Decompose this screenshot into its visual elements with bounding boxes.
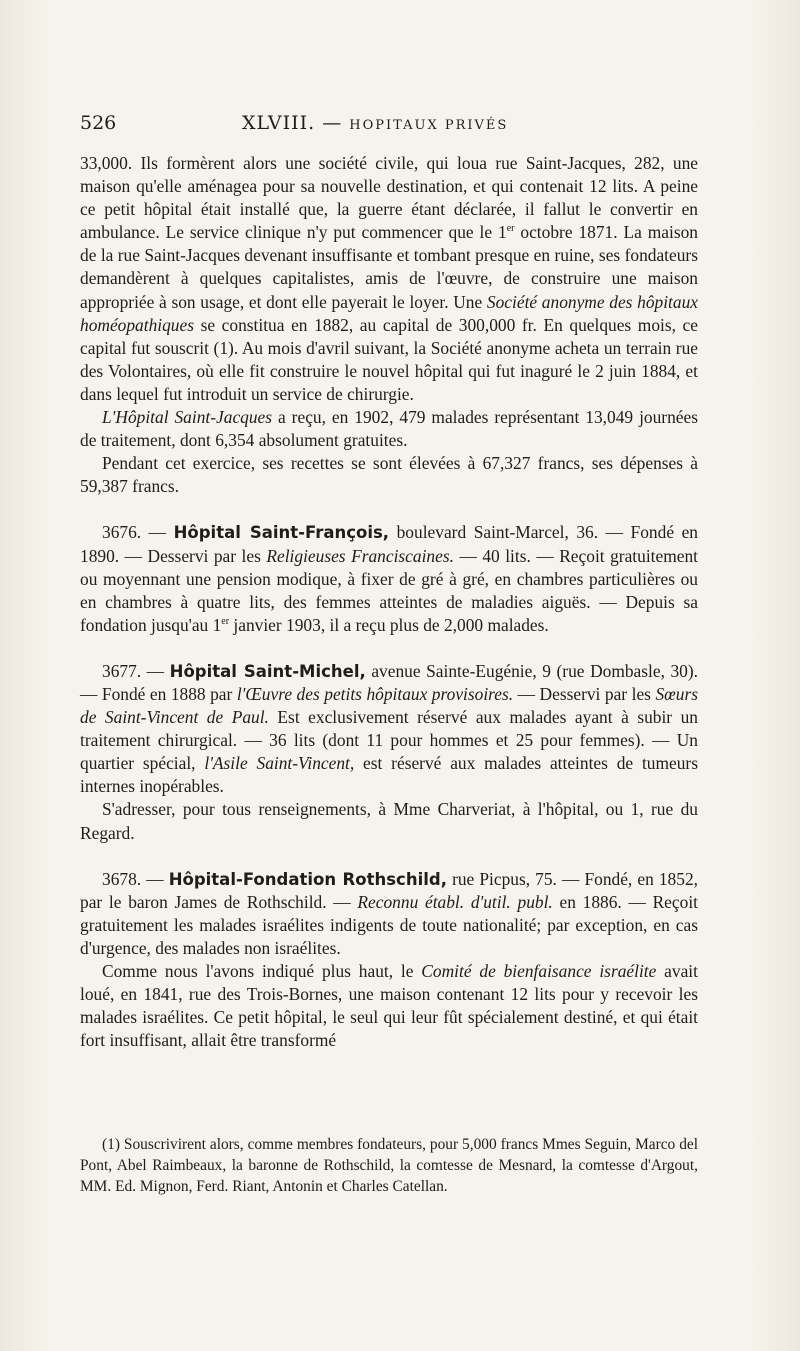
entry-3677 <box>80 660 698 799</box>
footnote-1: (1) Souscrivirent alors, comme membres fondateurs, pour 5,000 francs Mmes Seguin, Marco del Pont, Abel Raimbeaux, la baronne de Rothschild, la comtesse de Mesnard, la comtesse d'Argout, MM. Ed. Mignon, Ferd. Riant, Antonin et Charles Catellan. <box>80 1136 698 1195</box>
text-run: a reçu, en 1902, 479 malades représentant 13,049 journées de traitement, dont 6,354 absolument gratuites. <box>80 407 698 451</box>
italic-asile-name: l'Asile Saint-Vincent, <box>204 753 355 774</box>
running-title <box>242 112 508 134</box>
page-number: 526 <box>80 112 117 134</box>
superscript: er <box>221 615 230 627</box>
text-run: Est exclusivement réservé aux malades ayant à subir un traitement chirurgical. — 36 lits (dont 11 pour hommes et 25 pour femmes). — Un quartier spécial, <box>80 707 699 774</box>
italic-society-name: Société anonyme des hôpitaux homéopathiques <box>80 291 698 335</box>
entry-3678-history <box>80 960 698 1052</box>
italic-order-name: Religieuses Franciscaines. <box>266 545 454 566</box>
superscript: er <box>506 223 515 235</box>
text-run: avait loué, en 1841, rue des Trois-Bornes, une maison contenant 12 lits pour y recevoir les malades israélites. Ce petit hôpital, le seul qui leur fût spécialement destiné, et qui était fort insuffisant, allait être transformé <box>80 961 698 1051</box>
text-run: en 1886. — Reçoit gratuitement les malades israélites indigents de toute nationalité; par exception, en cas d'urgence, des malades non israélites. <box>80 891 698 958</box>
entry-number: 3677. — <box>102 660 170 681</box>
entry-title: Hôpital Saint-François, <box>173 523 390 543</box>
italic-recognition: Reconnu établ. d'util. publ. <box>357 891 553 912</box>
finances-paragraph: Pendant cet exercice, ses recettes se sont élevées à 67,327 francs, ses dépenses à 59,387 francs. <box>80 453 698 497</box>
text-run: octobre 1871. La maison de la rue Saint-Jacques devenant insuffisante et tombant presque en ruine, ses fondateurs demandèrent à quelques capitalistes, amis de l'œuvre, de construire une maison appropriée à son usage, et dont elle payerait le loyer. Une <box>80 222 698 312</box>
entry-number: 3678. — <box>102 868 169 889</box>
text-run: 33,000. Ils formèrent alors une société civile, qui loua rue Saint-Jacques, 282, une maison qu'elle aménagea pour sa nouvelle destination, et qui contenait 12 lits. A peine ce petit hôpital était installé que, la guerre étant déclarée, il fallut le convertir en ambulance. Le service clinique n'y put commencer que le 1 <box>80 153 698 243</box>
text-run: est réservé aux malades atteintes de tumeurs internes inopérables. <box>80 753 698 797</box>
italic-order-name: Sœurs de Saint-Vincent de Paul. <box>80 683 698 728</box>
stats-paragraph <box>80 406 698 452</box>
text-run: boulevard Saint-Marcel, 36. — Fondé en 1890. — Desservi par les <box>80 522 698 566</box>
running-header <box>80 112 700 140</box>
italic-committee-name: Comité de bienfaisance israélite <box>421 961 657 981</box>
header-dash: — <box>322 112 343 134</box>
entry-title: Hôpital-Fondation Rothschild, <box>168 869 447 889</box>
italic-oeuvre-name: l'Œuvre des petits hôpitaux provisoires. <box>236 683 514 704</box>
text-run: — 40 lits. — Reçoit gratuitement ou moyennant une pension modique, à fixer de gré à gré, en chambres particulières ou en chambres à quatre lits, des femmes atteintes de maladies aiguës. — Depuis sa fondation jusqu'au 1 <box>80 545 698 635</box>
entry-number: 3676. — <box>102 522 174 543</box>
main-text <box>80 152 698 1052</box>
entry-title: Hôpital Saint-Michel, <box>169 661 366 681</box>
text-run: — Desservi par les <box>513 683 656 704</box>
text-run: rue Picpus, 75. — Fondé, en 1852, par le baron James de Rothschild. — <box>80 868 698 912</box>
entry-3676 <box>80 521 698 636</box>
text-run: se constitua en 1882, au capital de 300,000 fr. En quelques mois, ce capital fut souscrit (1). Au mois d'avril suivant, la Société anonyme acheta un terrain rue des Volontaires, où elle fit construire le nouvel hôpital qui fut inaguré le 2 juin 1884, et dans lequel fut introduit un service de chirurgie. <box>80 314 698 404</box>
chapter-number: XLVIII. <box>242 112 316 134</box>
text-run: janvier 1903, il a reçu plus de 2,000 malades. <box>229 614 549 635</box>
section-title: HOPITAUX PRIVÉS <box>349 118 509 133</box>
text-run: Comme nous l'avons indiqué plus haut, le <box>102 961 422 981</box>
footnotes <box>80 1134 698 1197</box>
entry-3677-address: S'adresser, pour tous renseignements, à Mme Charveriat, à l'hôpital, ou 1, rue du Regard. <box>80 799 698 843</box>
continuation-paragraph <box>80 152 698 406</box>
text-run: avenue Sainte-Eugénie, 9 (rue Dombasle, 30). — Fondé en 1888 par <box>80 660 699 704</box>
entry-3678 <box>80 868 698 960</box>
italic-hospital-name: L'Hôpital Saint-Jacques <box>102 407 273 428</box>
